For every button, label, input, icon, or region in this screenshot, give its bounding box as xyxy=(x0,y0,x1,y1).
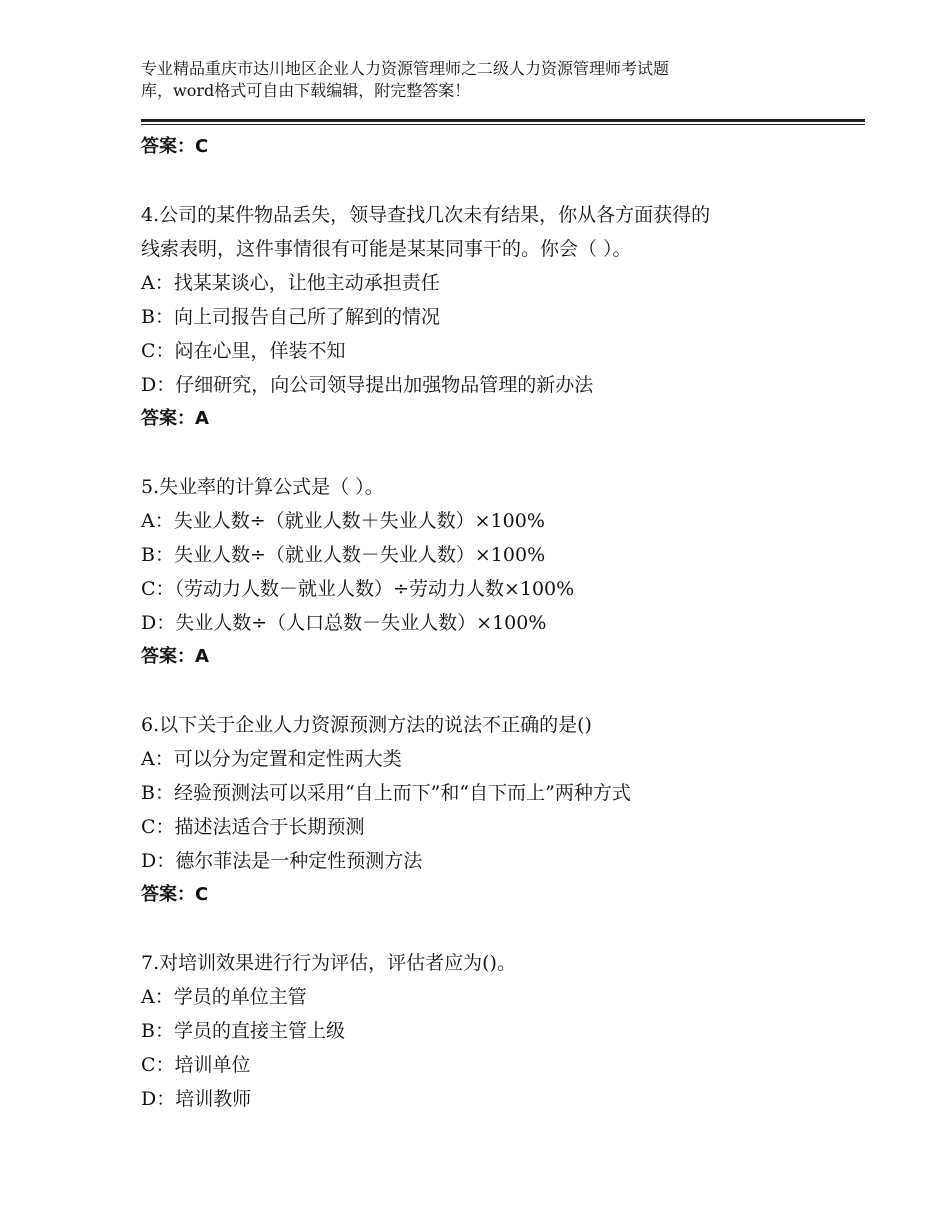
option-b: B：向上司报告自己所了解到的情况 xyxy=(141,306,440,328)
question-5 xyxy=(141,470,861,674)
option-c: C：闷在心里，佯装不知 xyxy=(141,340,346,362)
option-d: D：培训教师 xyxy=(141,1088,252,1110)
question-stem: 4.公司的某件物品丢失，领导查找几次未有结果，你从各方面获得的 xyxy=(141,204,711,226)
answer-line: 答案：A xyxy=(141,408,209,429)
option-a: A：找某某谈心，让他主动承担责任 xyxy=(141,272,440,294)
document-body xyxy=(141,130,861,1116)
option-a: A：可以分为定置和定性两大类 xyxy=(141,748,402,770)
header-rule-thin xyxy=(141,124,865,125)
option-d: D：仔细研究，向公司领导提出加强物品管理的新办法 xyxy=(141,374,594,396)
option-c: C：描述法适合于长期预测 xyxy=(141,816,365,838)
header-rule-thick xyxy=(141,119,865,122)
question-4 xyxy=(141,198,861,436)
question-stem: 5.失业率的计算公式是（ ）。 xyxy=(141,476,384,498)
option-a: A：学员的单位主管 xyxy=(141,986,307,1008)
question-stem: 线索表明，这件事情很有可能是某某同事干的。你会（ ）。 xyxy=(141,238,632,260)
question-stem: 6.以下关于企业人力资源预测方法的说法不正确的是() xyxy=(141,714,592,736)
question-7 xyxy=(141,946,861,1116)
option-c: C：培训单位 xyxy=(141,1054,251,1076)
header-line-2: 库，word格式可自由下载编辑，附完整答案！ xyxy=(141,81,471,100)
answer-line: 答案：C xyxy=(141,884,209,905)
option-c: C：（劳动力人数－就业人数）÷劳动力人数×100% xyxy=(141,578,575,600)
option-d: D：失业人数÷（人口总数－失业人数）×100% xyxy=(141,612,547,634)
option-a: A：失业人数÷（就业人数＋失业人数）×100% xyxy=(141,510,545,532)
header-line-1: 专业精品重庆市达川地区企业人力资源管理师之二级人力资源管理师考试题 xyxy=(141,59,670,78)
option-b: B：学员的直接主管上级 xyxy=(141,1020,345,1042)
option-b: B：失业人数÷（就业人数－失业人数）×100% xyxy=(141,544,546,566)
question-stem: 7.对培训效果进行行为评估，评估者应为()。 xyxy=(141,952,516,974)
answer-line: 答案：A xyxy=(141,646,209,667)
option-b: B：经验预测法可以采用“自上而下”和“自下而上”两种方式 xyxy=(141,782,631,804)
option-d: D：德尔菲法是一种定性预测方法 xyxy=(141,850,423,872)
answer-line: 答案：C xyxy=(141,136,209,157)
page-header xyxy=(141,58,841,102)
question-6 xyxy=(141,708,861,912)
